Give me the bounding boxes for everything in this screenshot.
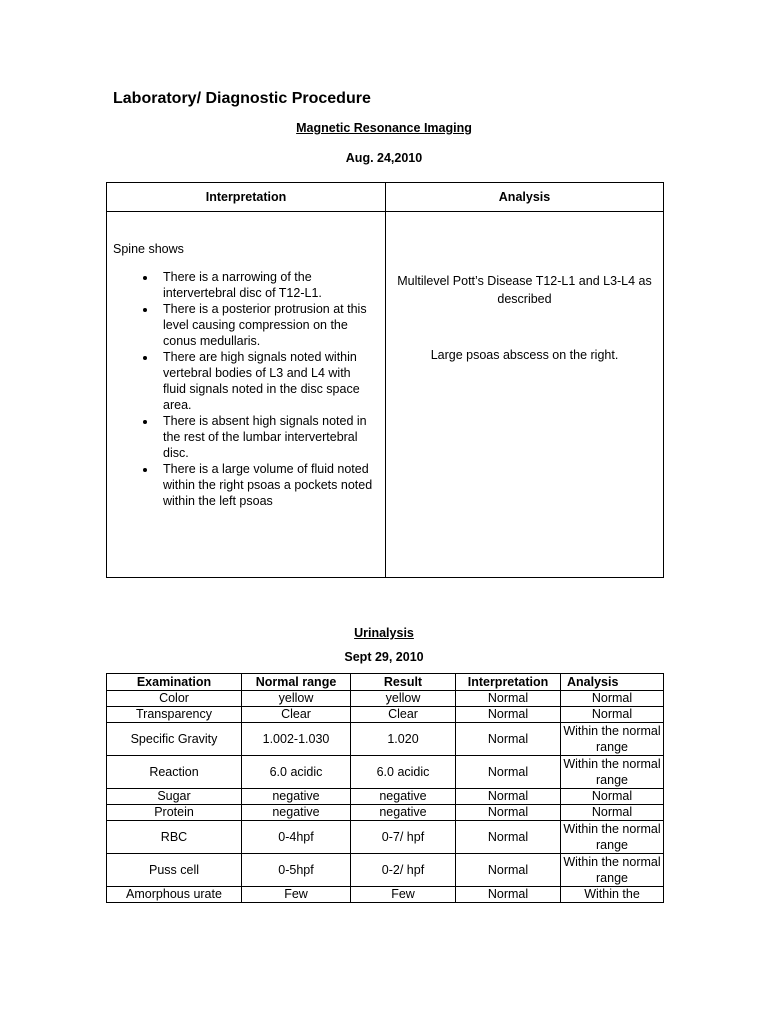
cell-range: yellow	[242, 691, 351, 707]
cell-exam: RBC	[107, 821, 242, 854]
cell-range: negative	[242, 805, 351, 821]
cell-interpretation: Normal	[456, 805, 561, 821]
interpretation-intro: Spine shows	[113, 242, 184, 256]
mri-header-row	[107, 183, 664, 212]
page-title: Laboratory/ Diagnostic Procedure	[113, 90, 371, 107]
cell-range: Clear	[242, 707, 351, 723]
urinalysis-header-row	[107, 674, 664, 691]
cell-result: 0-7/ hpf	[351, 821, 456, 854]
cell-range: 1.002-1.030	[242, 723, 351, 756]
mri-header-analysis: Analysis	[386, 183, 664, 212]
mri-table	[106, 182, 664, 578]
cell-exam: Reaction	[107, 756, 242, 789]
cell-exam: Sugar	[107, 789, 242, 805]
finding-item: • There is a large volume of fluid noted within the right psoas a pockets noted within the left psoas	[157, 461, 377, 509]
analysis-text: Large psoas abscess on the right.	[430, 348, 619, 362]
cell-exam: Specific Gravity	[107, 723, 242, 756]
cell-result: 0-2/ hpf	[351, 854, 456, 887]
table-row	[107, 789, 664, 805]
cell-range: Few	[242, 887, 351, 903]
cell-result: yellow	[351, 691, 456, 707]
cell-exam: Protein	[107, 805, 242, 821]
table-row	[107, 756, 664, 789]
cell-analysis: Normal	[561, 707, 664, 723]
cell-exam: Color	[107, 691, 242, 707]
col-header-analysis: Analysis	[561, 674, 664, 691]
cell-interpretation: Normal	[456, 789, 561, 805]
table-row	[107, 805, 664, 821]
cell-analysis: Within the normal range	[561, 854, 664, 887]
cell-analysis: Normal	[561, 691, 664, 707]
cell-interpretation: Normal	[456, 887, 561, 903]
urinalysis-date: Sept 29, 2010	[344, 650, 424, 664]
table-row	[107, 691, 664, 707]
mri-analysis-cell	[386, 212, 664, 578]
col-header-result: Result	[351, 674, 456, 691]
table-row	[107, 707, 664, 723]
cell-result: Few	[351, 887, 456, 903]
cell-range: 0-4hpf	[242, 821, 351, 854]
table-row	[107, 821, 664, 854]
table-row	[107, 854, 664, 887]
cell-exam: Puss cell	[107, 854, 242, 887]
finding-item: • There are high signals noted within vertebral bodies of L3 and L4 with fluid signals noted in the disc space area.	[157, 349, 377, 413]
cell-analysis: Within the	[561, 887, 664, 903]
finding-item: • There is a posterior protrusion at this level causing compression on the conus medullaris.	[157, 301, 377, 349]
cell-interpretation: Normal	[456, 707, 561, 723]
cell-interpretation: Normal	[456, 854, 561, 887]
cell-interpretation: Normal	[456, 821, 561, 854]
cell-interpretation: Normal	[456, 691, 561, 707]
findings-list	[113, 269, 377, 509]
cell-range: 0-5hpf	[242, 854, 351, 887]
cell-result: Clear	[351, 707, 456, 723]
mri-section-title: Magnetic Resonance Imaging	[296, 121, 472, 135]
cell-analysis: Normal	[561, 789, 664, 805]
cell-result: 1.020	[351, 723, 456, 756]
cell-interpretation: Normal	[456, 723, 561, 756]
urinalysis-section-title: Urinalysis	[354, 626, 414, 640]
urinalysis-table	[106, 673, 664, 903]
table-row	[107, 887, 664, 903]
cell-interpretation: Normal	[456, 756, 561, 789]
cell-analysis: Within the normal range	[561, 723, 664, 756]
col-header-examination: Examination	[107, 674, 242, 691]
mri-date: Aug. 24,2010	[345, 151, 423, 165]
cell-result: 6.0 acidic	[351, 756, 456, 789]
analysis-text: Multilevel Pott’s Disease T12-L1 and L3-L4 as described	[397, 274, 652, 306]
cell-result: negative	[351, 789, 456, 805]
cell-exam: Amorphous urate	[107, 887, 242, 903]
mri-header-interpretation: Interpretation	[107, 183, 386, 212]
col-header-interpretation: Interpretation	[456, 674, 561, 691]
cell-analysis: Within the normal range	[561, 756, 664, 789]
mri-interpretation-cell	[107, 212, 386, 578]
mri-body-row	[107, 212, 664, 578]
col-header-normal-range: Normal range	[242, 674, 351, 691]
cell-exam: Transparency	[107, 707, 242, 723]
cell-analysis: Normal	[561, 805, 664, 821]
cell-result: negative	[351, 805, 456, 821]
table-row	[107, 723, 664, 756]
cell-range: 6.0 acidic	[242, 756, 351, 789]
finding-item: • There is absent high signals noted in the rest of the lumbar intervertebral disc.	[157, 413, 377, 461]
cell-range: negative	[242, 789, 351, 805]
cell-analysis: Within the normal range	[561, 821, 664, 854]
finding-item: • There is a narrowing of the intervertebral disc of T12-L1.	[157, 269, 377, 301]
